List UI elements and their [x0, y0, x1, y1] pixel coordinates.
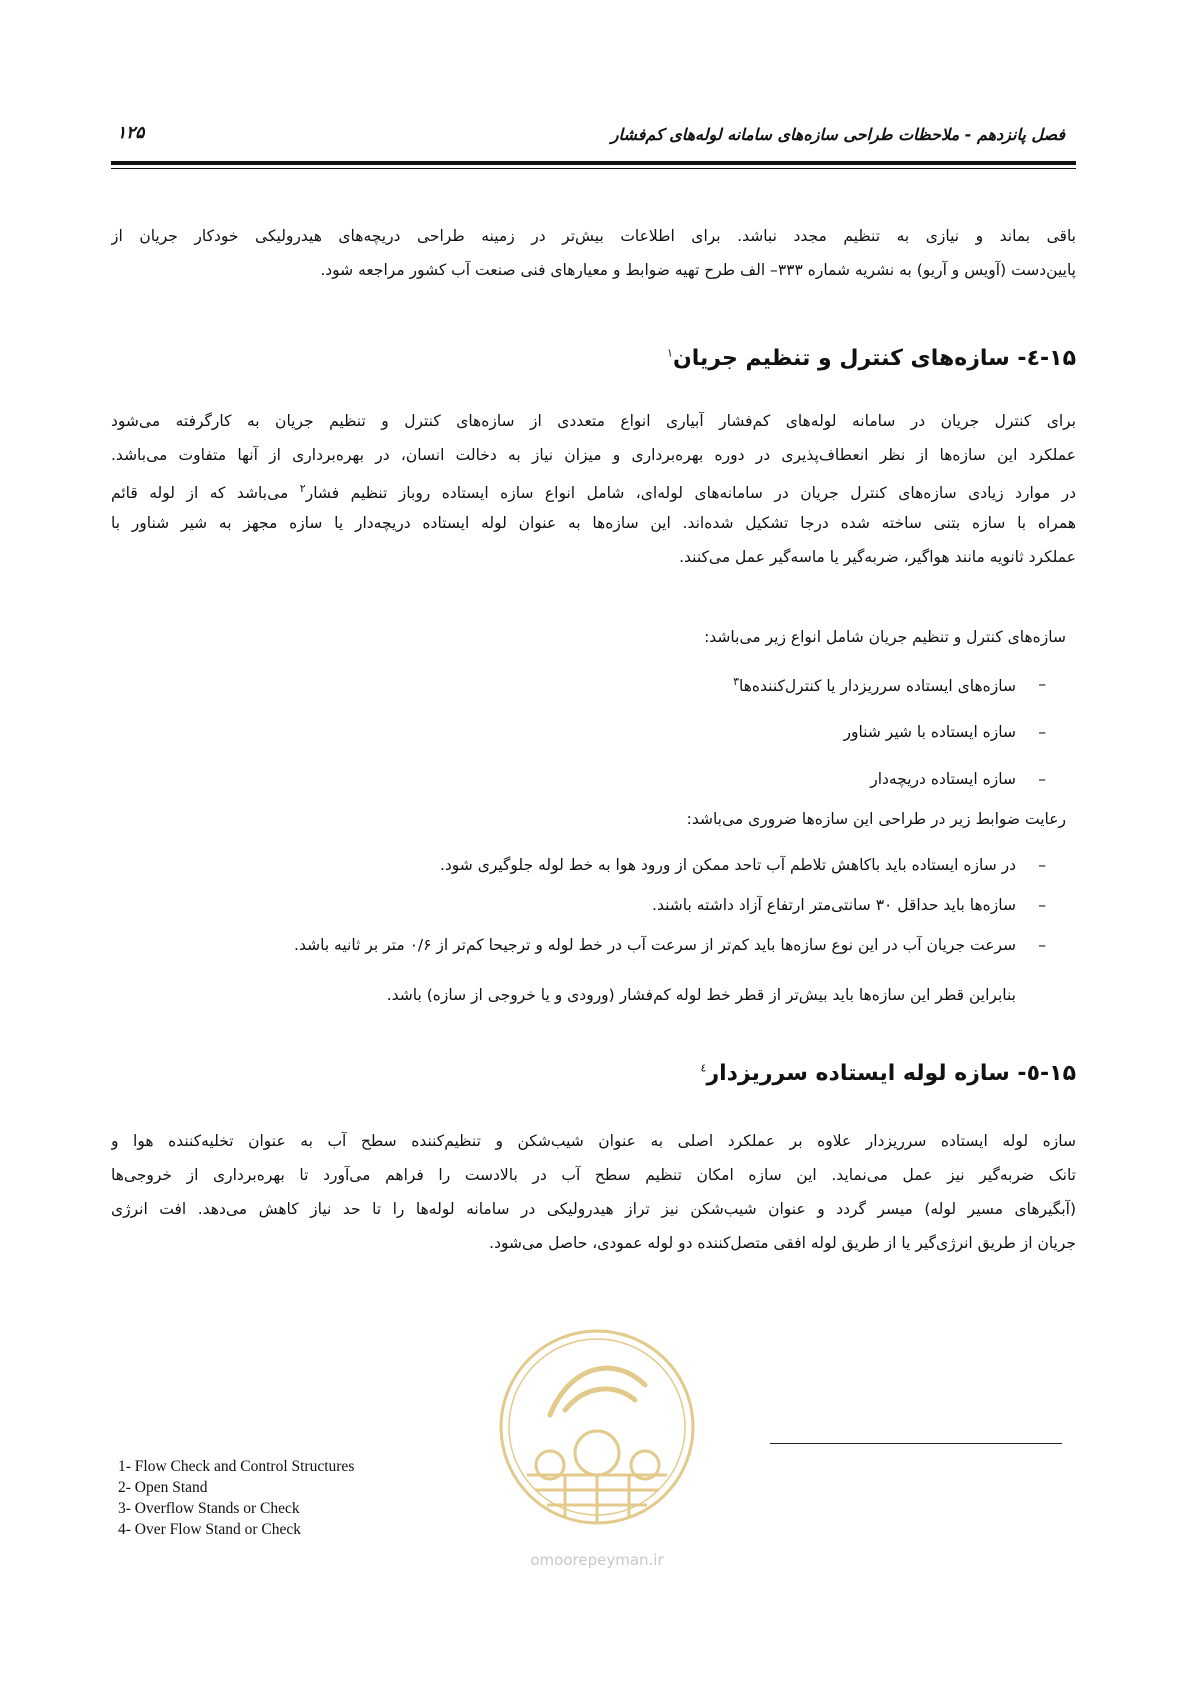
section-heading-15-5: [701, 1061, 1076, 1086]
paragraph-line: تانک ضربه‌گیر نیز عمل می‌نماید. این سازه امکان تنظیم سطح آب در بالادست را فراهم می‌آورد تا بهره‌برداری از خروجی‌ها: [111, 1166, 1076, 1184]
dash-bullet: –: [1038, 723, 1046, 741]
section-4-paragraph: [111, 404, 1076, 574]
section-5-paragraph: [111, 1124, 1076, 1260]
header-rule-thick: [111, 161, 1076, 165]
intro-paragraph: [111, 219, 1076, 287]
watermark-url: omoorepeyman.ir: [530, 1551, 664, 1569]
criteria-lead: رعایت ضوابط زیر در طراحی این سازه‌ها ضروری می‌باشد:: [686, 810, 1066, 828]
list-item-label: سازه ایستاده با شیر شناور: [843, 723, 1016, 741]
watermark-seal: [495, 1325, 700, 1570]
paragraph-line: عملکرد این سازه‌ها از نظر انعطاف‌پذیری در دوره بهره‌برداری و میزان نیاز به دخالت انسان، در بهره‌برداری از آنها متفاوت می‌باشد.: [111, 446, 1076, 464]
paragraph-line: همراه با سازه بتنی ساخته شده درجا تشکیل شده‌اند. این سازه‌ها به عنوان لوله ایستاده دریچه‌دار یا سازه مجهز به شیر شناور با: [111, 514, 1076, 532]
paragraph-line: عملکرد ثانویه مانند هواگیر، ضربه‌گیر یا ماسه‌گیر عمل می‌کنند.: [679, 548, 1076, 566]
paragraph-line: [111, 472, 1076, 506]
line-text: می‌باشد که از لوله قائم: [111, 484, 300, 503]
list-item-label: در سازه ایستاده باید باکاهش تلاطم آب تاحد ممکن از ورود هوا به خط لوله جلوگیری شود.: [439, 856, 1016, 874]
paragraph-line: جریان از طریق انرژی‌گیر یا از طریق لوله افقی متصل‌کننده دو لوله عمودی، حاصل می‌شود.: [489, 1234, 1076, 1252]
footnotes: [118, 1456, 354, 1540]
footnote-rule: [770, 1443, 1062, 1444]
footnote-item: 2- Open Stand: [118, 1479, 208, 1496]
header-rule-thin: [111, 168, 1076, 169]
list-item-label: سرعت جریان آب در این نوع سازه‌ها باید کم‌تر از سرعت آب در خط لوله و ترجیحا کم‌تر از ۰/۶ متر بر ثانیه باشد.: [294, 936, 1016, 954]
page-number: ۱۲۵: [117, 123, 145, 143]
dash-bullet: –: [1038, 896, 1046, 914]
list-item-label: سازه ایستاده دریچه‌دار: [870, 770, 1016, 788]
footnote-item: 1- Flow Check and Control Structures: [118, 1458, 355, 1475]
dash-bullet: –: [1038, 675, 1046, 693]
paragraph-line: سازه لوله ایستاده سرریزدار علاوه بر عملکرد اصلی به عنوان شیب‌شکن و تنظیم‌کننده سطح آب به عنوان تخلیه‌کننده هوا و: [111, 1132, 1076, 1150]
paragraph-line: پایین‌دست (آویس و آریو) به نشریه شماره ۳۳۳– الف طرح تهیه ضوابط و معیارهای فنی صنعت آب کشور مراجعه شود.: [320, 261, 1076, 279]
line-text: در موارد زیادی سازه‌های کنترل جریان در سامانه‌های لوله‌ای، شامل انواع سازه ایستاده روباز تنظیم فشار: [305, 484, 1076, 503]
footnote-item: 4- Over Flow Stand or Check: [118, 1521, 301, 1538]
chapter-title: فصل پانزدهم - ملاحظات طراحی سازه‌های سامانه لوله‌های کم‌فشار: [610, 125, 1065, 144]
list-item-text: [733, 675, 1016, 695]
footnote-ref: ۱: [667, 346, 673, 360]
dash-bullet: –: [1038, 770, 1046, 788]
footnote-ref: ٤: [700, 1061, 707, 1075]
paragraph-line: برای کنترل جریان در سامانه لوله‌های کم‌فشار آبیاری انواع متعددی از سازه‌های کنترل و تنظیم جریان به کارگرفته می‌شود: [111, 412, 1076, 430]
types-lead: سازه‌های کنترل و تنظیم جریان شامل انواع زیر می‌باشد:: [704, 628, 1066, 646]
paragraph-line: (آبگیرهای مسیر لوله) میسر گردد و عنوان شیب‌شکن نیز تراز هیدرولیکی در سامانه لوله‌ها را تا حد نیاز کاهش می‌دهد. افت انرژی: [111, 1200, 1076, 1218]
dash-bullet: –: [1038, 936, 1046, 954]
footnote-ref: ۳: [733, 675, 740, 688]
paragraph-line: باقی بماند و نیازی به تنظیم مجدد نباشد. برای اطلاعات بیش‌تر در زمینه طراحی دریچه‌های هیدرولیکی خودکار جریان از: [111, 227, 1076, 245]
criteria-continuation: بنابراین قطر این سازه‌ها باید بیش‌تر از قطر خط لوله کم‌فشار (ورودی و یا خروجی از سازه) باشد.: [386, 986, 1016, 1004]
section-heading-15-4: [667, 346, 1076, 371]
list-item-label: سازه‌ها باید حداقل ۳۰ سانتی‌متر ارتفاع آزاد داشته باشند.: [652, 896, 1016, 914]
heading-text: ۱۵-٥- سازه لوله ایستاده سرریزدار: [706, 1061, 1076, 1086]
list-item-label: سازه‌های ایستاده سرریزدار یا کنترل‌کننده‌ها: [739, 677, 1016, 696]
footnote-item: 3- Overflow Stands or Check: [118, 1500, 300, 1517]
dash-bullet: –: [1038, 856, 1046, 874]
heading-text: ۱۵-٤- سازه‌های کنترل و تنظیم جریان: [672, 346, 1076, 371]
footnote-ref: ۲: [299, 482, 306, 495]
